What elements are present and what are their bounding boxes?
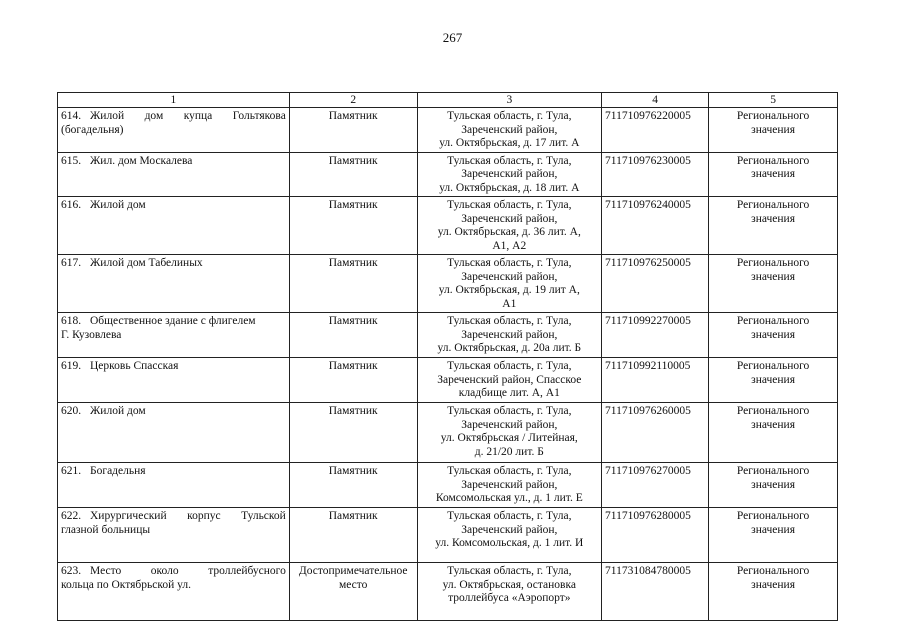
- object-type-cell: Памятник: [289, 508, 417, 563]
- object-name-cell: [58, 255, 290, 313]
- object-name-line: [61, 155, 286, 169]
- address-cell: [417, 403, 601, 463]
- object-type-cell: Памятник: [289, 358, 417, 403]
- row-number: 622.: [61, 510, 82, 522]
- address-line: ул. Октябрьская / Литейная,: [440, 432, 578, 444]
- object-name-text: Жил. дом Москалева: [90, 154, 193, 167]
- object-name-line: кольца по Октябрьской ул.: [61, 578, 191, 591]
- registry-number-cell: 711710976280005: [602, 508, 709, 563]
- object-name-line: Г. Кузовлева: [61, 328, 122, 341]
- object-name-text: Жилой дом: [90, 199, 146, 211]
- registry-number-cell: 711710992110005: [602, 358, 709, 403]
- significance-line: значения: [751, 123, 795, 136]
- object-name-text: Богадельня: [90, 465, 146, 477]
- object-name-cell: [58, 403, 290, 463]
- row-number: 619.: [61, 360, 82, 372]
- registry-number-cell: 711710976250005: [602, 255, 709, 313]
- significance-line: значения: [751, 373, 795, 386]
- significance-line: значения: [751, 578, 795, 591]
- table-row: [58, 563, 838, 621]
- table-row: [58, 403, 838, 463]
- significance-line: значения: [751, 168, 795, 180]
- table-row: [58, 255, 838, 313]
- address-line: Зареченский район,: [461, 478, 558, 491]
- significance-line: Регионального: [736, 110, 810, 122]
- significance-line: Регионального: [736, 315, 810, 327]
- address-line: ул. Октябрьская, д. 19 лит А,: [438, 284, 580, 296]
- address-line: А1, А2: [492, 239, 527, 252]
- significance-line: значения: [751, 418, 795, 431]
- object-name-text: Жилой дом купца Гольтякова: [90, 110, 286, 122]
- address-cell: [417, 108, 601, 153]
- address-line: ул. Комсомольская, д. 1 лит. И: [435, 537, 584, 549]
- significance-line: Регионального: [736, 257, 810, 269]
- row-number: 618.: [61, 315, 82, 327]
- address-line: Зареченский район,: [461, 270, 558, 283]
- significance-line: Регионального: [736, 465, 810, 477]
- address-line: Зареченский район,: [461, 168, 558, 180]
- object-name-line: [61, 110, 286, 124]
- address-line: Тульская область, г. Тула,: [447, 110, 572, 122]
- registry-number-cell: 711731084780005: [602, 563, 709, 621]
- significance-line: значения: [751, 478, 795, 491]
- registry-number-cell: 711710976220005: [602, 108, 709, 153]
- row-number: 620.: [61, 405, 82, 417]
- object-name-line: [61, 465, 286, 479]
- address-line: Зареченский район,: [461, 418, 558, 431]
- object-name-text: Хирургический корпус Тульской: [90, 510, 286, 522]
- column-header: 3: [417, 93, 601, 108]
- address-line: Тульская область, г. Тула,: [447, 510, 572, 522]
- table-row: [58, 313, 838, 358]
- address-line: Тульская область, г. Тула,: [447, 360, 572, 372]
- row-number: 615.: [61, 154, 82, 167]
- significance-cell: [709, 358, 838, 403]
- object-name-cell: [58, 152, 290, 197]
- object-name-line: [61, 257, 286, 271]
- row-number: 614.: [61, 110, 82, 122]
- address-cell: [417, 358, 601, 403]
- significance-line: Регионального: [736, 510, 810, 522]
- object-name-line: глазной больницы: [61, 523, 151, 536]
- address-line: Зареченский район,: [461, 212, 558, 225]
- address-line: ул. Октябрьская, остановка: [442, 578, 577, 591]
- significance-line: значения: [751, 328, 795, 341]
- table-row: [58, 108, 838, 153]
- object-name-cell: [58, 197, 290, 255]
- row-number: 617.: [61, 257, 82, 269]
- object-type-cell: Памятник: [289, 463, 417, 508]
- page-number: 267: [442, 30, 463, 45]
- address-line: ул. Октябрьская, д. 20а лит. Б: [437, 342, 582, 354]
- address-line: ул. Октябрьская, д. 17 лит. А: [439, 137, 580, 149]
- object-name-line: (богадельня): [61, 123, 124, 136]
- object-type-cell: Памятник: [289, 197, 417, 255]
- object-name-line: [61, 199, 286, 213]
- row-number: 621.: [61, 465, 82, 477]
- significance-cell: [709, 108, 838, 153]
- object-name-text: Жилой дом Табелиных: [90, 257, 203, 269]
- significance-line: значения: [751, 523, 795, 536]
- significance-line: Регионального: [736, 154, 810, 167]
- address-line: Тульская область, г. Тула,: [447, 199, 572, 211]
- address-line: Зареченский район,: [461, 123, 558, 136]
- address-line: Тульская область, г. Тула,: [447, 154, 572, 167]
- object-name-text: Место около троллейбусного: [90, 565, 286, 577]
- significance-cell: [709, 563, 838, 621]
- object-name-cell: [58, 563, 290, 621]
- address-line: Зареченский район,: [461, 328, 558, 341]
- address-line: Тульская область, г. Тула,: [447, 315, 572, 327]
- address-line: ул. Октябрьская, д. 18 лит. А: [439, 181, 580, 194]
- address-line: Тульская область, г. Тула,: [447, 257, 572, 269]
- object-type-cell: Достопримечательное место: [289, 563, 417, 621]
- object-type-cell: Памятник: [289, 403, 417, 463]
- table-row: [58, 358, 838, 403]
- address-line: д. 21/20 лит. Б: [474, 445, 544, 458]
- object-name-text: Общественное здание с флигелем: [90, 315, 256, 327]
- significance-line: значения: [751, 212, 795, 225]
- address-line: Тульская область, г. Тула,: [447, 465, 572, 477]
- object-name-cell: [58, 108, 290, 153]
- significance-line: Регионального: [736, 360, 810, 372]
- table-row: [58, 152, 838, 197]
- object-type-cell: Памятник: [289, 108, 417, 153]
- table-row: [58, 463, 838, 508]
- column-header: 2: [289, 93, 417, 108]
- object-name-line: [61, 510, 286, 524]
- significance-cell: [709, 152, 838, 197]
- address-cell: [417, 313, 601, 358]
- object-name-text: Жилой дом: [90, 405, 146, 417]
- address-line: А1: [502, 297, 517, 310]
- registry-number-cell: 711710976240005: [602, 197, 709, 255]
- object-type-cell: Памятник: [289, 152, 417, 197]
- significance-cell: [709, 508, 838, 563]
- significance-cell: [709, 403, 838, 463]
- address-cell: [417, 563, 601, 621]
- object-name-text: Церковь Спасская: [90, 360, 179, 372]
- address-cell: [417, 463, 601, 508]
- object-name-cell: [58, 463, 290, 508]
- column-number-row: [58, 93, 838, 108]
- significance-cell: [709, 313, 838, 358]
- address-cell: [417, 152, 601, 197]
- row-number: 616.: [61, 199, 82, 211]
- registry-number-cell: 711710992270005: [602, 313, 709, 358]
- address-line: Зареченский район,: [461, 523, 558, 536]
- object-type-cell: Памятник: [289, 313, 417, 358]
- object-name-line: [61, 360, 286, 374]
- registry-number-cell: 711710976270005: [602, 463, 709, 508]
- object-name-line: [61, 405, 286, 419]
- registry-number-cell: 711710976230005: [602, 152, 709, 197]
- address-cell: [417, 255, 601, 313]
- row-number: 623.: [61, 565, 82, 577]
- object-name-cell: [58, 313, 290, 358]
- significance-line: Регионального: [736, 199, 810, 211]
- object-type-cell: Памятник: [289, 255, 417, 313]
- column-header: 5: [709, 93, 838, 108]
- object-name-line: [61, 315, 286, 329]
- significance-cell: [709, 197, 838, 255]
- address-line: Зареченский район, Спасское: [437, 373, 582, 386]
- significance-cell: [709, 255, 838, 313]
- object-name-cell: [58, 358, 290, 403]
- column-header: 4: [602, 93, 709, 108]
- registry-number-cell: 711710976260005: [602, 403, 709, 463]
- address-line: Комсомольская ул., д. 1 лит. Е: [435, 492, 583, 504]
- heritage-registry-table: [57, 92, 838, 621]
- object-name-line: [61, 565, 286, 579]
- column-header: 1: [58, 93, 290, 108]
- significance-cell: [709, 463, 838, 508]
- address-cell: [417, 508, 601, 563]
- address-line: ул. Октябрьская, д. 36 лит. А,: [437, 226, 581, 238]
- table-row: [58, 508, 838, 563]
- address-line: Тульская область, г. Тула,: [447, 565, 572, 577]
- address-line: Тульская область, г. Тула,: [447, 405, 572, 417]
- address-line: троллейбуса «Аэропорт»: [448, 592, 571, 604]
- address-cell: [417, 197, 601, 255]
- significance-line: Регионального: [736, 405, 810, 417]
- significance-line: значения: [751, 270, 795, 283]
- object-name-cell: [58, 508, 290, 563]
- address-line: кладбище лит. А, А1: [458, 387, 560, 399]
- significance-line: Регионального: [736, 565, 810, 577]
- table-row: [58, 197, 838, 255]
